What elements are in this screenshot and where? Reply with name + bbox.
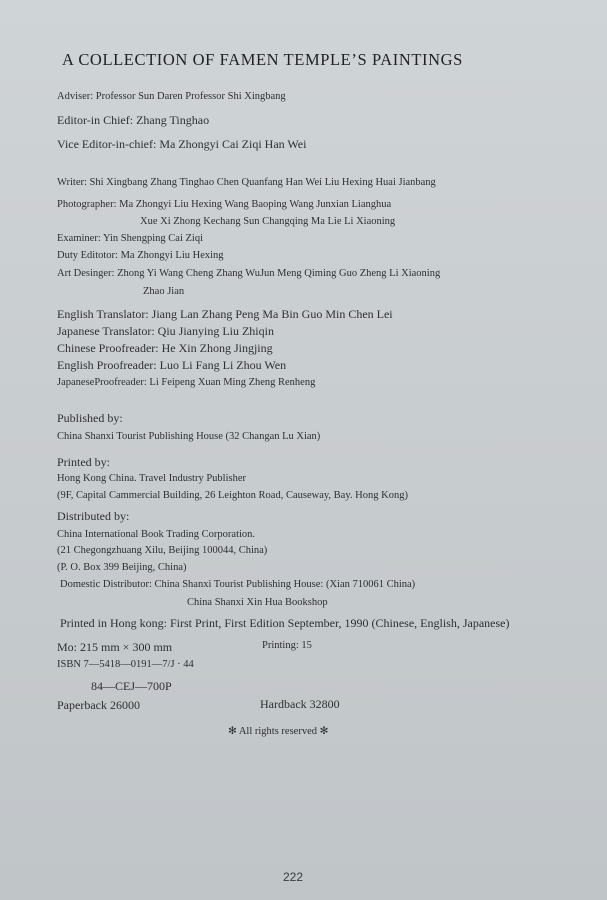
- isbn-line: ISBN 7—5418—0191—7/J · 44: [57, 659, 194, 670]
- printed-in-line: Printed in Hong kong: First Print, First Edition September, 1990 (Chinese, English, Japanese): [60, 616, 510, 630]
- rights-reserved: ✻ All rights reserved ✻: [228, 726, 329, 737]
- art-designer-line-1: Art Desinger: Zhong Yi Wang Cheng Zhang WuJun Meng Qiming Guo Zheng Li Xiaoning: [57, 268, 441, 279]
- examiner-line: Examiner: Yin Shengping Cai Ziqi: [57, 233, 204, 244]
- domestic-distributor-line-2: China Shanxi Xin Hua Bookshop: [187, 597, 328, 608]
- japanese-proofreader-line: JapaneseProofreader: Li Feipeng Xuan Ming Zheng Renheng: [57, 377, 316, 388]
- mo-size: Mo: 215 mm × 300 mm: [57, 640, 173, 654]
- domestic-distributor-line-1: Domestic Distributor: China Shanxi Tourist Publishing House: (Xian 710061 China): [60, 579, 416, 590]
- photographer-line-1: Photographer: Ma Zhongyi Liu Hexing Wang Baoping Wang Junxian Lianghua: [57, 199, 392, 210]
- book-title: A COLLECTION OF FAMEN TEMPLE’S PAINTINGS: [62, 50, 463, 69]
- english-translator-line: English Translator: Jiang Lan Zhang Peng Ma Bin Guo Min Chen Lei: [57, 307, 393, 321]
- printed-label: Printed by:: [57, 455, 110, 469]
- editor-line: Editor-in Chief: Zhang Tinghao: [57, 113, 210, 127]
- distributed-value-3: (P. O. Box 399 Beijing, China): [57, 562, 187, 573]
- paperback-line: Paperback 26000: [57, 698, 140, 712]
- hardback-line: Hardback 32800: [260, 697, 340, 711]
- book-code: 84—CEJ—700P: [91, 679, 172, 693]
- adviser-line: Adviser: Professor Sun Daren Professor Shi Xingbang: [57, 91, 286, 102]
- distributed-value-2: (21 Chegongzhuang Xilu, Beijing 100044, China): [57, 545, 268, 556]
- printing-count: Printing: 15: [262, 640, 312, 651]
- page-number: 222: [283, 870, 304, 884]
- art-designer-line-2: Zhao Jian: [143, 286, 185, 297]
- published-value: China Shanxi Tourist Publishing House (32 Changan Lu Xian): [57, 431, 321, 442]
- writer-line: Writer: Shi Xingbang Zhang Tinghao Chen Quanfang Han Wei Liu Hexing Huai Jianbang: [57, 177, 436, 188]
- english-proofreader-line: English Proofreader: Luo Li Fang Li Zhou Wen: [57, 358, 287, 372]
- duty-editor-line: Duty Editotor: Ma Zhongyi Liu Hexing: [57, 250, 224, 261]
- distributed-value-1: China International Book Trading Corporation.: [57, 529, 256, 540]
- vice-editor-line: Vice Editor-in-chief: Ma Zhongyi Cai Ziqi Han Wei: [57, 137, 307, 151]
- printed-value-1: Hong Kong China. Travel Industry Publisher: [57, 473, 246, 484]
- japanese-translator-line: Japanese Translator: Qiu Jianying Liu Zhiqin: [57, 324, 274, 338]
- published-label: Published by:: [57, 411, 123, 425]
- photographer-line-2: Xue Xi Zhong Kechang Sun Changqing Ma Lie Li Xiaoning: [140, 216, 396, 227]
- distributed-label: Distributed by:: [57, 509, 130, 523]
- printed-value-2: (9F, Capital Cammercial Building, 26 Leighton Road, Causeway, Bay. Hong Kong): [57, 490, 408, 501]
- chinese-proofreader-line: Chinese Proofreader: He Xin Zhong Jingjing: [57, 341, 273, 355]
